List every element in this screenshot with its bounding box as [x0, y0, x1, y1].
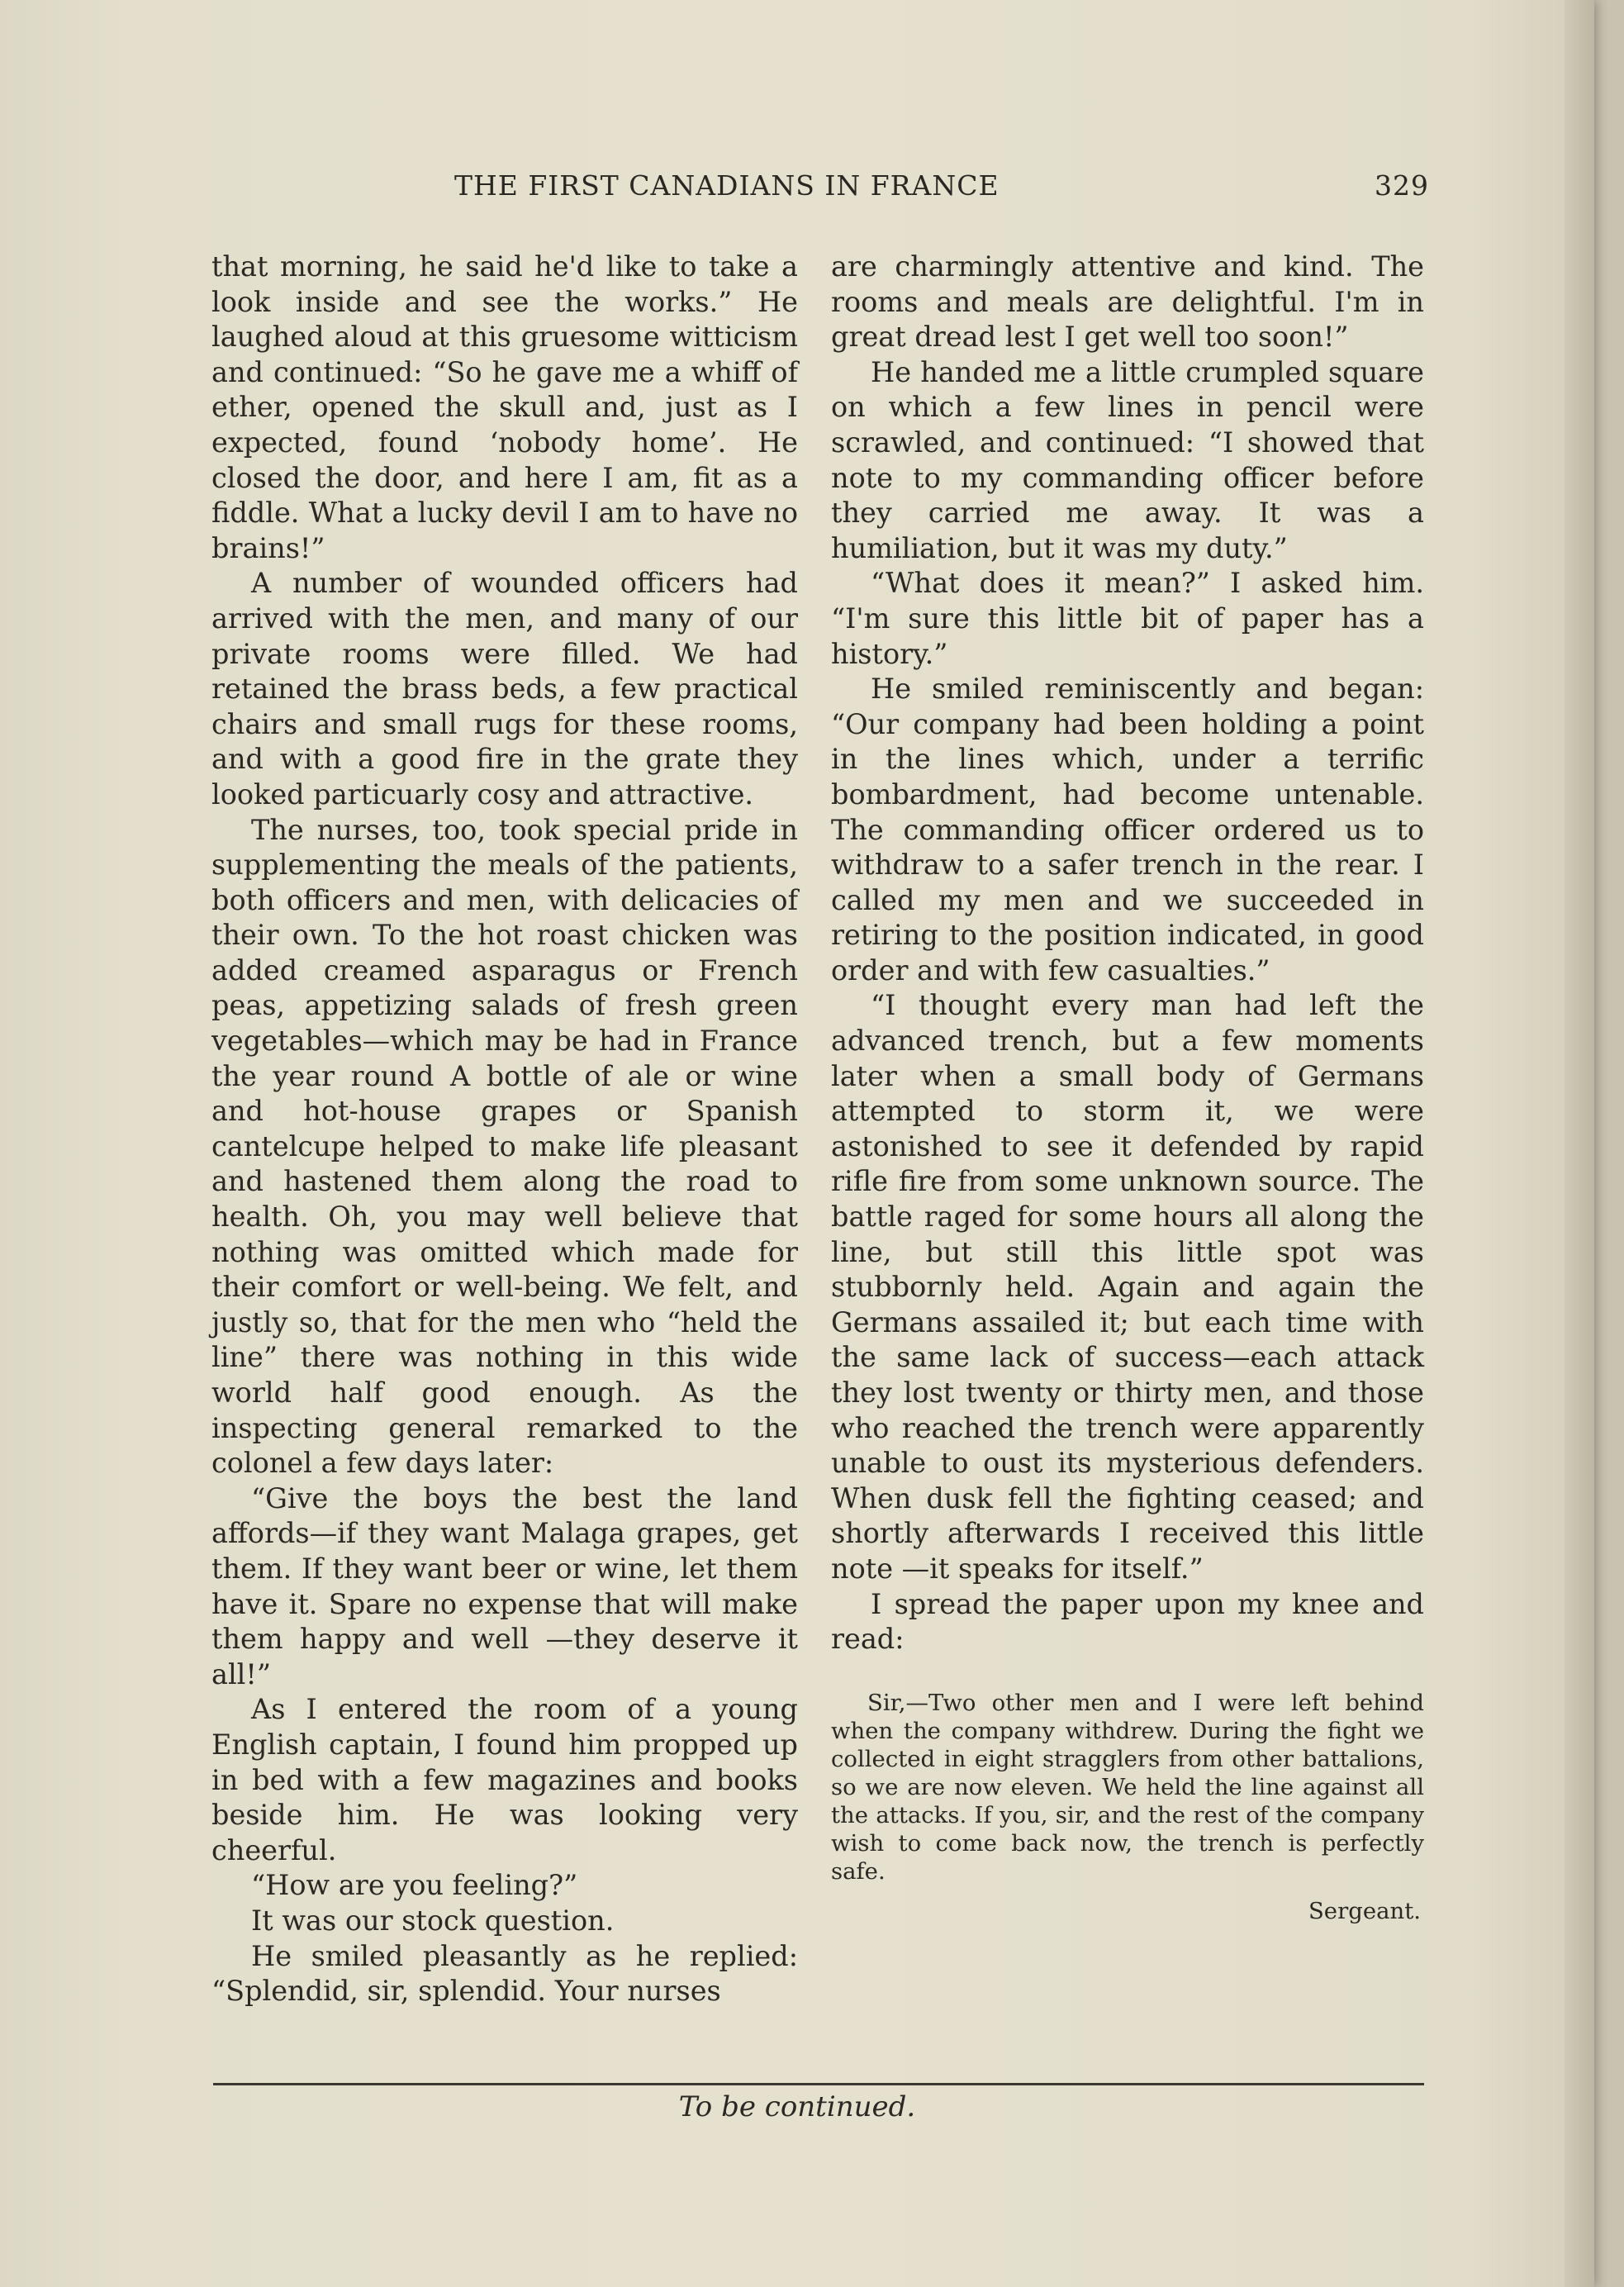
- paragraph: He handed me a little crumpled square on which a few lines in pencil were scrawled, and continued: “I showed that note to my commanding officer before they carried me away. It was a humiliation, but it was my duty.”: [831, 355, 1424, 564]
- page-binding-edge: [1565, 0, 1594, 2287]
- note-signature: Sergeant.: [1308, 1897, 1421, 1924]
- paragraph: A number of wounded officers had arrived with the men, and many of our private rooms were filled. We had retained the brass beds, a few practical chairs and small rugs for these rooms, and with a good fire in the grate they looked particuarly cosy and attractive.: [211, 567, 798, 811]
- right-column: [831, 250, 1424, 1925]
- page-number: 329: [1375, 169, 1429, 202]
- paragraph: He smiled pleasantly as he replied: “Splendid, sir, splendid. Your nurses: [211, 1939, 798, 2008]
- paragraph: As I entered the room of a young English captain, I found him propped up in bed with a few magazines and books beside him. He was looking very cheerful.: [211, 1693, 798, 1866]
- paragraph: It was our stock question.: [251, 1904, 615, 1937]
- footer-rule: [213, 2083, 1424, 2085]
- paragraph: He smiled reminiscently and began: “Our company had been holding a point in the lines which, under a terrific bombardment, had become untenable. The commanding officer ordered us to withdraw to a safer trench in the rear. I called my men and we succeeded in retiring to the position indicated, in good order and with few casualties.”: [831, 673, 1424, 987]
- paragraph: “What does it mean?” I asked him. “I'm sure this little bit of paper has a history.”: [831, 567, 1424, 670]
- paragraph: I spread the paper upon my knee and read:: [831, 1587, 1424, 1656]
- paragraph: “Give the boys the best the land affords—if they want Malaga grapes, get them. If they want beer or wine, let them have it. Spare no expense that will make them happy and well —they deserve it all!”: [211, 1481, 798, 1690]
- sergeant-note: [831, 1689, 1424, 1925]
- left-column: [211, 250, 798, 2009]
- to-be-continued: To be continued.: [678, 2090, 916, 2123]
- paragraph: are charmingly attentive and kind. The rooms and meals are delightful. I'm in great dread lest I get well too soon!”: [831, 250, 1424, 354]
- note-text: Sir,—Two other men and I were left behind when the company withdrew. During the fight we collected in eight stragglers from other battalions, so we are now eleven. We held the line against all the attacks. If you, sir, and the rest of the company wish to come back now, the trench is perfectly safe.: [831, 1689, 1424, 1885]
- paragraph: The nurses, too, took special pride in supplementing the meals of the patients, both officers and men, with delicacies of their own. To the hot roast chicken was added creamed asparagus or French peas, appetizing salads of fresh green vegetables—which may be had in France the year round A bottle of ale or wine and hot-house grapes or Spanish cantelcupe helped to make life pleasant and hastened them along the road to health. Oh, you may well believe that nothing was omitted which made for their comfort or well-being. We felt, and justly so, that for the men who “held the line” there was nothing in this wide world half good enough. As the inspecting general remarked to the colonel a few days later:: [211, 813, 798, 1480]
- running-title: THE FIRST CANADIANS IN FRANCE: [454, 169, 1000, 202]
- paragraph: “How are you feeling?”: [251, 1869, 578, 1902]
- paragraph: “I thought every man had left the advanced trench, but a few moments later when a small body of Germans attempted to storm it, we were astonished to see it defended by rapid rifle fire from some unknown source. The battle raged for some hours all along the line, but still this little spot was stubbornly held. Again and again the Germans assailed it; but each time with the same lack of success—each attack they lost twenty or thirty men, and those who reached the trench were apparently unable to oust its mysterious defenders. When dusk fell the fighting ceased; and shortly afterwards I received this little note —it speaks for itself.”: [831, 989, 1424, 1585]
- paragraph: that morning, he said he'd like to take a look inside and see the works.” He laughed aloud at this gruesome witticism and continued: “So he gave me a whiff of ether, opened the skull and, just as I expected, found ‘nobody home’. He closed the door, and here I am, fit as a fiddle. What a lucky devil I am to have no brains!”: [211, 250, 798, 564]
- running-head: [207, 169, 1446, 209]
